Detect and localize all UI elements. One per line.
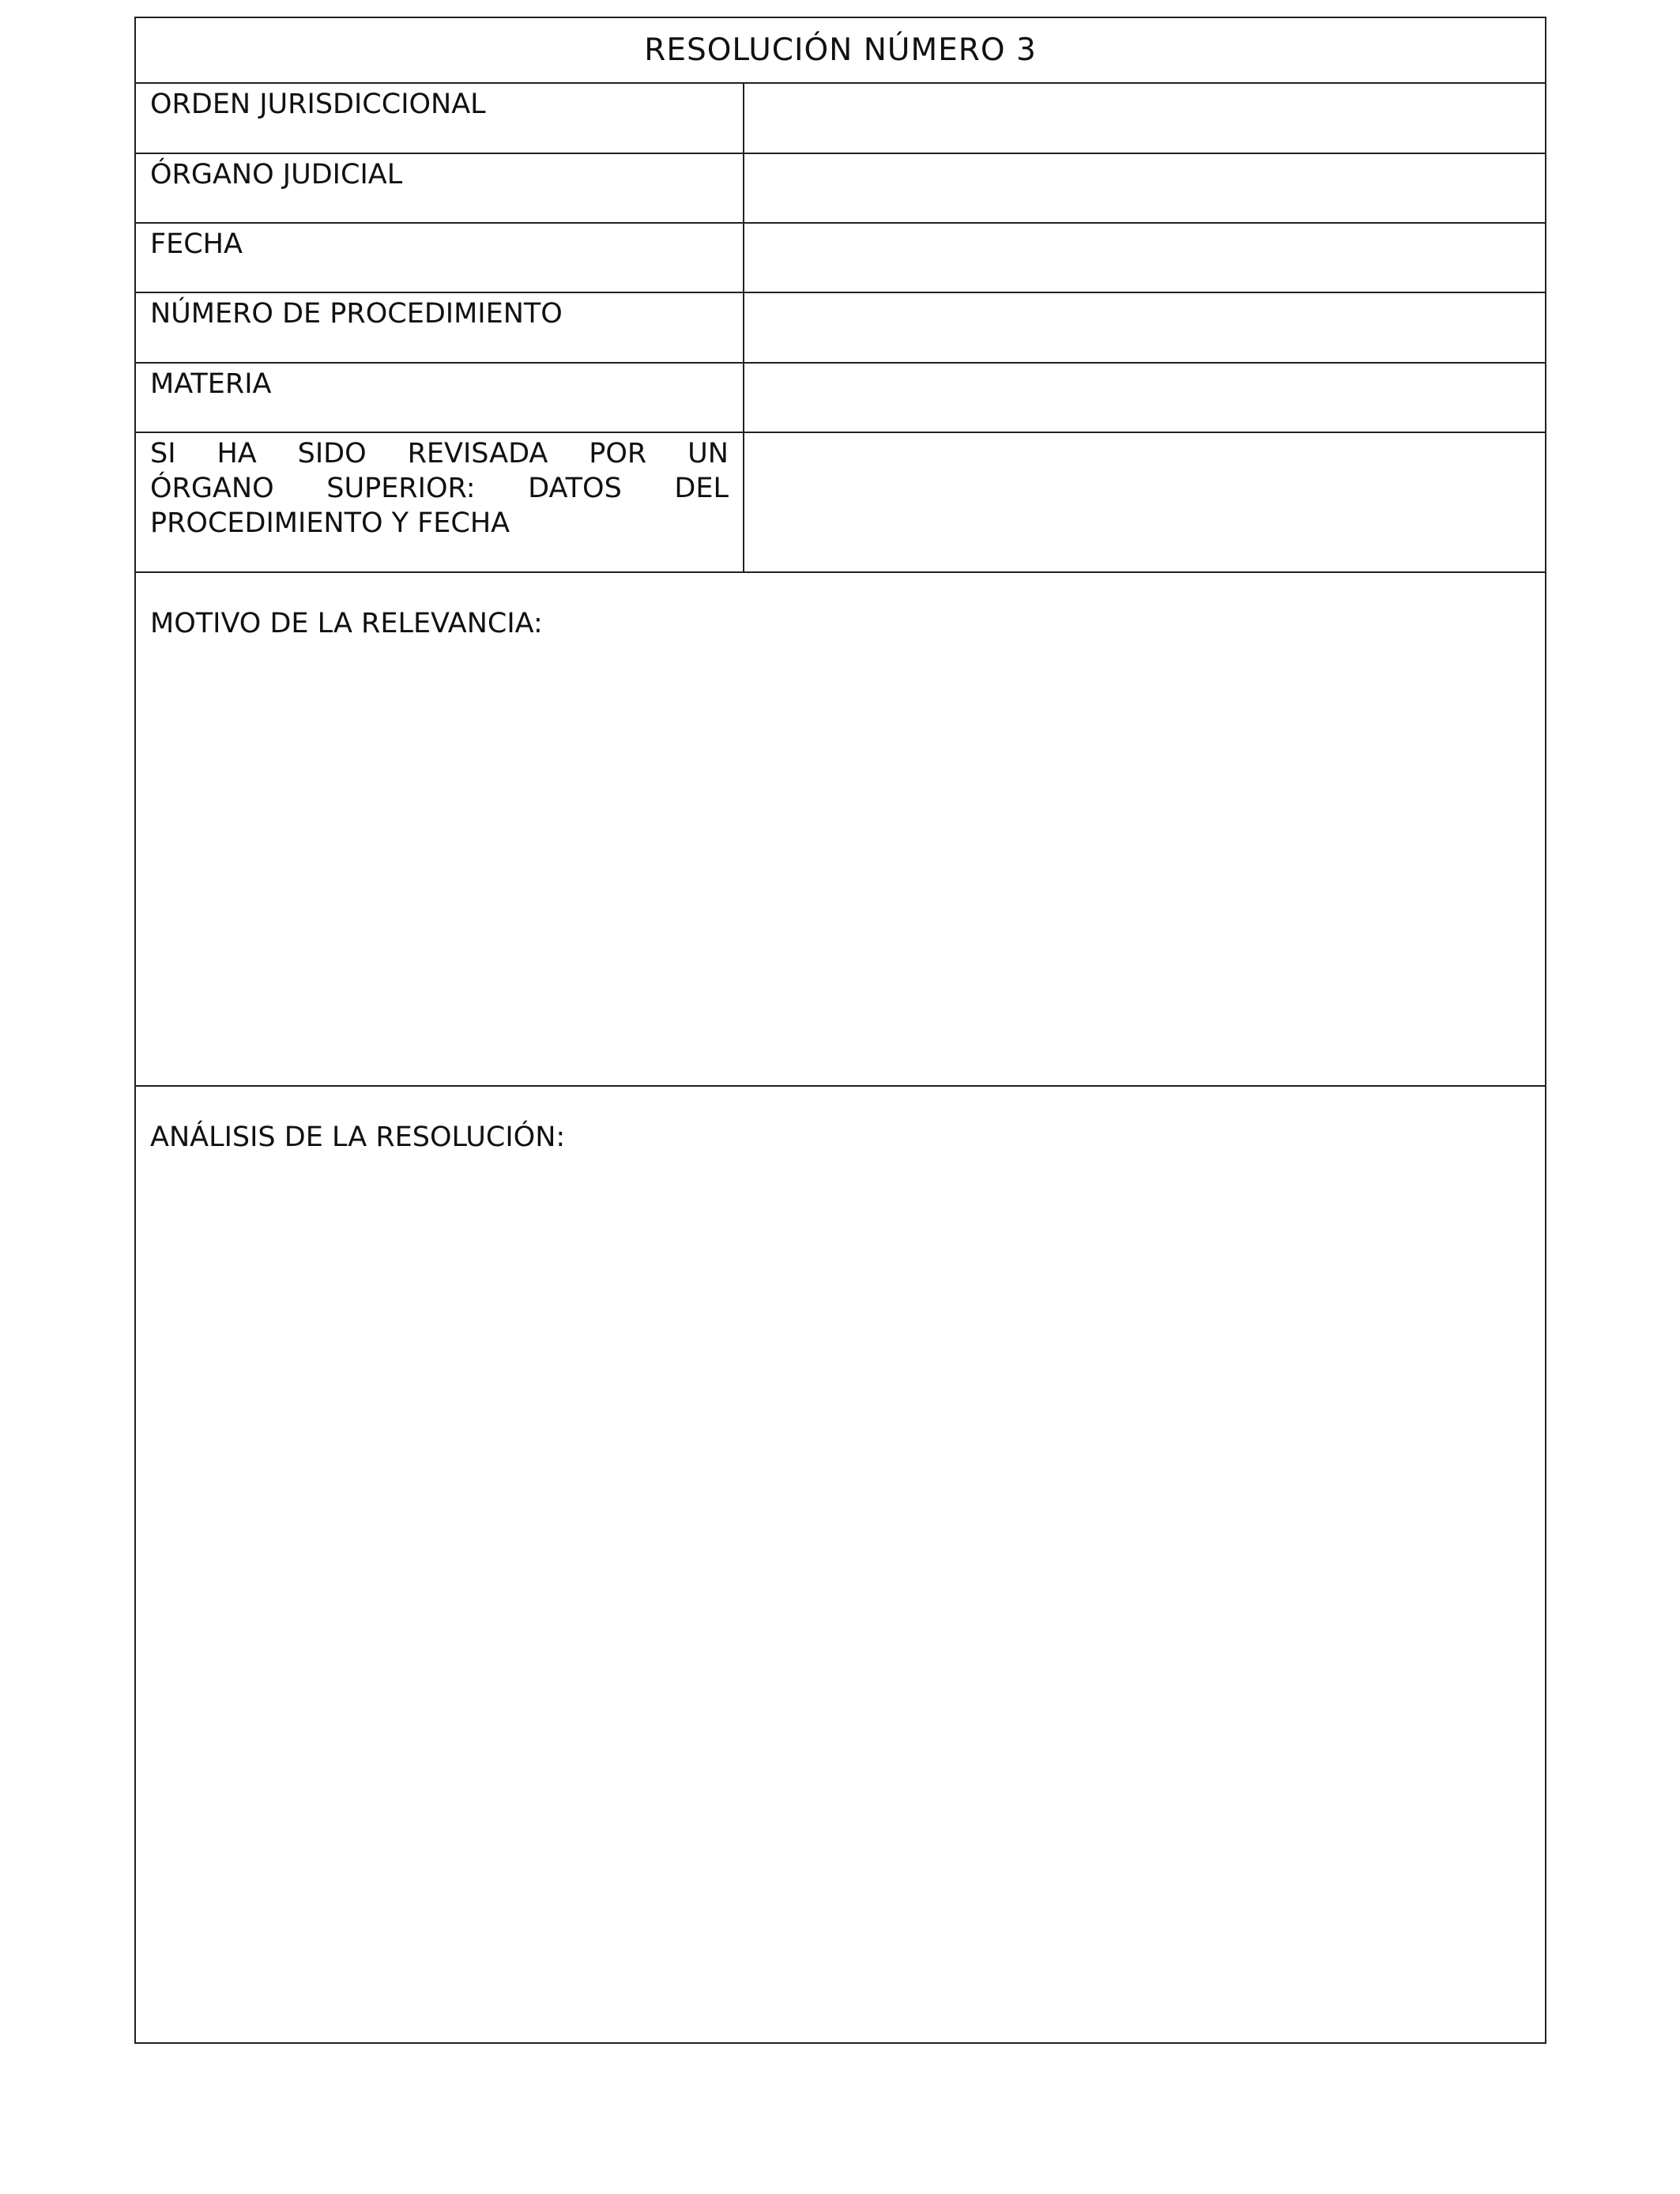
revision-label-line-1 (150, 436, 729, 471)
revision-word: SIDO (297, 438, 367, 469)
relevance-section[interactable] (136, 573, 1545, 1087)
field-row-materia (136, 364, 1545, 433)
field-row-orden-jurisdiccional (136, 84, 1545, 154)
field-value-fecha[interactable] (744, 224, 1545, 292)
resolution-form (134, 17, 1546, 2044)
revision-word: ÓRGANO (150, 473, 274, 504)
field-value-revision[interactable] (744, 433, 1545, 571)
revision-word: DATOS (528, 473, 622, 504)
field-value-numero-procedimiento[interactable] (744, 293, 1545, 362)
revision-word: DEL (674, 473, 729, 504)
field-label-materia: MATERIA (136, 364, 744, 432)
revision-word: SI (150, 438, 176, 469)
revision-word: REVISADA (407, 438, 548, 469)
field-label-revision (136, 433, 744, 571)
revision-label-line-3 (150, 506, 729, 541)
field-label-numero-procedimiento: NÚMERO DE PROCEDIMIENTO (136, 293, 744, 362)
analysis-section[interactable] (136, 1087, 1545, 2042)
field-row-organo-judicial (136, 154, 1545, 224)
field-label-organo-judicial: ÓRGANO JUDICIAL (136, 154, 744, 222)
relevance-label: MOTIVO DE LA RELEVANCIA: (150, 608, 543, 639)
field-label-orden-jurisdiccional: ORDEN JURISDICCIONAL (136, 84, 744, 153)
field-value-materia[interactable] (744, 364, 1545, 432)
revision-word: SUPERIOR: (326, 473, 476, 504)
revision-label-line-2 (150, 471, 729, 506)
field-value-organo-judicial[interactable] (744, 154, 1545, 222)
field-label-fecha: FECHA (136, 224, 744, 292)
field-row-numero-procedimiento (136, 293, 1545, 364)
revision-word: PROCEDIMIENTO Y FECHA (150, 507, 510, 539)
field-value-orden-jurisdiccional[interactable] (744, 84, 1545, 153)
form-title: RESOLUCIÓN NÚMERO 3 (136, 18, 1545, 84)
field-row-revision (136, 433, 1545, 573)
analysis-label: ANÁLISIS DE LA RESOLUCIÓN: (150, 1122, 566, 1153)
field-row-fecha (136, 224, 1545, 293)
revision-word: HA (217, 438, 257, 469)
revision-word: UN (687, 438, 729, 469)
revision-word: POR (589, 438, 647, 469)
